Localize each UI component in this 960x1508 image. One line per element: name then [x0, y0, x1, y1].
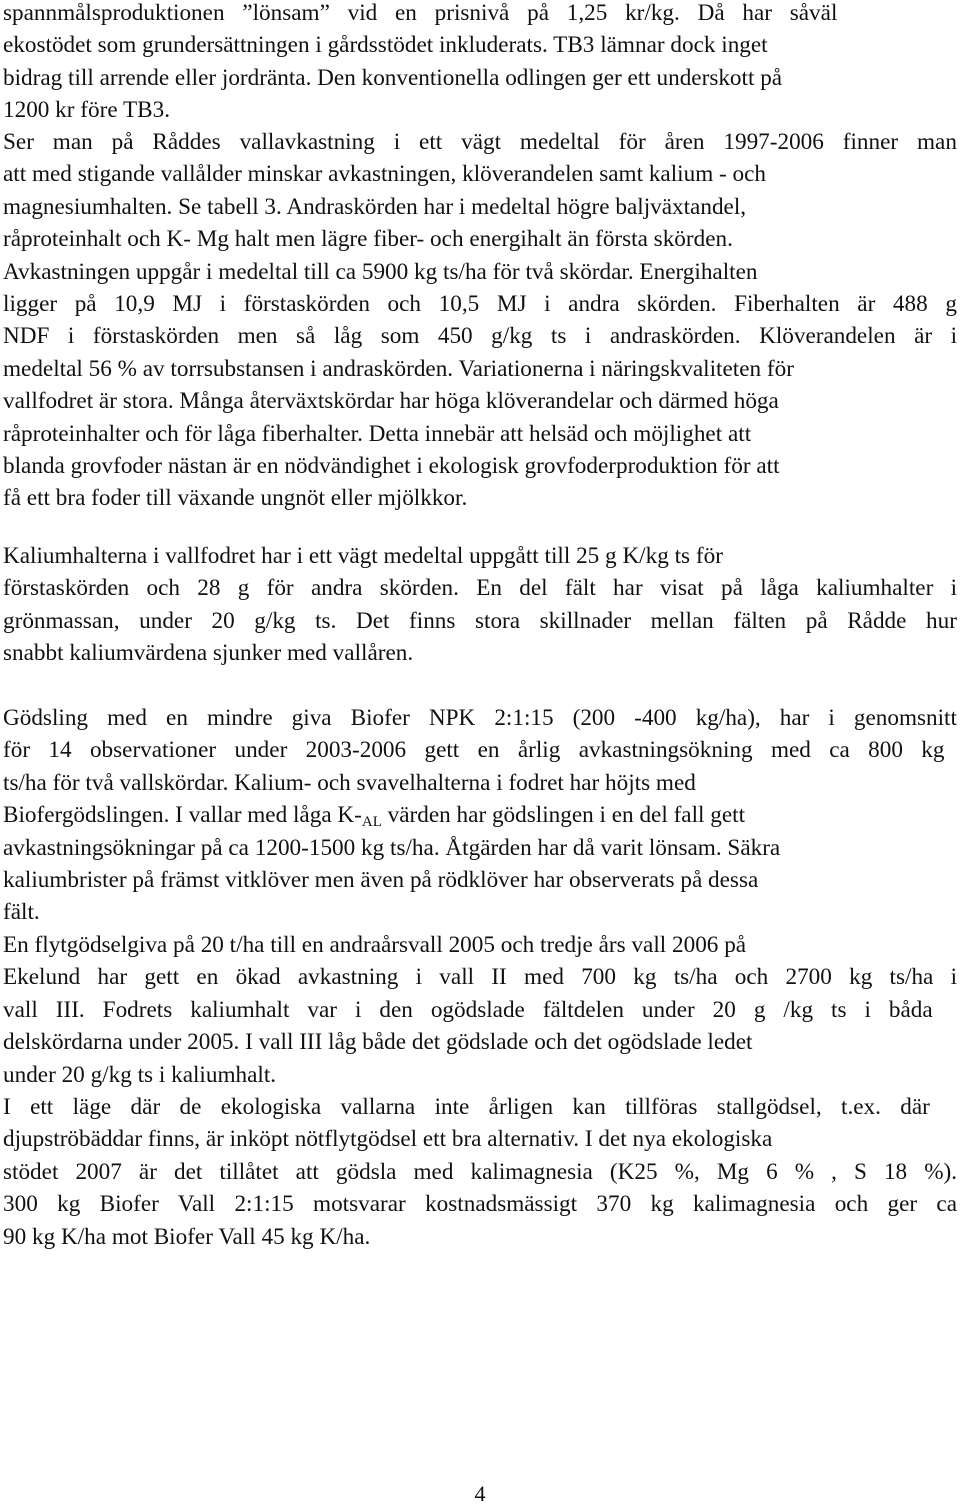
text-line: ekostödet som grundersättningen i gårdsstödet inkluderats. TB3 lämnar dock inget [3, 32, 768, 59]
text-line: råproteinhalter och för låga fiberhalter. Detta innebär att helsäd och möjlighet att [3, 420, 752, 447]
text-line: 1200 kr före TB3. [3, 97, 171, 124]
text-line: att med stigande vallålder minskar avkastningen, klöverandelen samt kalium - och [3, 161, 767, 188]
paragraph-1 [3, 0, 957, 127]
text-line: ligger på 10,9 MJ i förstaskörden och 10,5 MJ i andra skörden. Fiberhalten är 488 g [3, 290, 957, 317]
text-line: grönmassan, under 20 g/kg ts. Det finns stora skillnader mellan fälten på Rådde hur [3, 607, 957, 634]
text-line: få ett bra foder till växande ungnöt eller mjölkkor. [3, 485, 468, 512]
text-line: stödet 2007 är det tillåtet att gödsla med kalimagnesia (K25 %, Mg 6 % , S 18 %). [3, 1158, 958, 1185]
paragraph-5 [3, 929, 957, 1091]
text-line: 300 kg Biofer Vall 2:1:15 motsvarar kostnadsmässigt 370 kg kalimagnesia och ger ca [3, 1191, 958, 1218]
k-al-text-start: Biofergödslingen. I vallar med låga K- [3, 802, 362, 829]
text-line: Kaliumhalterna i vallfodret har i ett vägt medeltal uppgått till 25 g K/kg ts för [3, 543, 723, 569]
text-line: NDF i förstaskörden men så låg som 450 g/kg ts i andraskörden. Klöverandelen är i [3, 323, 958, 350]
text-line: bidrag till arrende eller jordränta. Den konventionella odlingen ger ett underskott på [3, 64, 783, 91]
text-line: Gödsling med en mindre giva Biofer NPK 2:1:15 (200 -400 kg/ha), har i genomsnitt [3, 705, 957, 731]
text-line: kaliumbrister på främst vitklöver men även på rödklöver har observerats på dessa [3, 866, 759, 893]
text-line: Ser man på Råddes vallavkastning i ett vägt medeltal för åren 1997-2006 finner man [3, 129, 957, 155]
text-line: medeltal 56 % av torrsubstansen i andraskörden. Variationerna i näringskvaliteten för [3, 355, 794, 382]
text-line: fält. [3, 899, 40, 926]
k-al-text-end: värden har gödslingen i en del fall gett [381, 802, 746, 829]
text-line: En flytgödselgiva på 20 t/ha till en andraårsvall 2005 och tredje års vall 2006 på [3, 932, 747, 958]
text-line: 90 kg K/ha mot Biofer Vall 45 kg K/ha. [3, 1223, 371, 1250]
text-line: för 14 observationer under 2003-2006 gett en årlig avkastningsökning med ca 800 kg [3, 737, 945, 764]
text-line: Ekelund har gett en ökad avkastning i vall II med 700 kg ts/ha och 2700 kg ts/ha i [3, 964, 958, 991]
paragraph-4 [3, 702, 957, 929]
text-line: I ett läge där de ekologiska vallarna inte årligen kan tillföras stallgödsel, t.ex. där [3, 1094, 930, 1120]
text-line: ts/ha för två vallskördar. Kalium- och svavelhalterna i fodret har höjts med [3, 769, 696, 796]
text-line: råproteinhalt och K- Mg halt men lägre fiber- och energihalt än första skörden. [3, 226, 733, 253]
text-line: spannmålsproduktionen ”lönsam” vid en prisnivå på 1,25 kr/kg. Då har såväl [3, 0, 838, 26]
text-line: vallfodret är stora. Många återväxtskördar har höga klöverandelar och därmed höga [3, 388, 779, 415]
text-line: blanda grovfoder nästan är en nödvändighet i ekologisk grovfoderproduktion för att [3, 452, 780, 479]
text-line: snabbt kaliumvärdena sjunker med vallåren. [3, 640, 414, 667]
paragraph-3 [3, 540, 957, 670]
paragraph-6 [3, 1091, 957, 1253]
paragraph-2 [3, 126, 957, 515]
text-line-k-al [3, 799, 957, 831]
text-line: Avkastningen uppgår i medeltal till ca 5900 kg ts/ha för två skördar. Energihalten [3, 258, 758, 285]
text-line: avkastningsökningar på ca 1200-1500 kg ts/ha. Åtgärden har då varit lönsam. Säkra [3, 834, 781, 861]
text-line: delskördarna under 2005. I vall III låg både det gödslade och det ogödslade ledet [3, 1029, 753, 1056]
text-line: vall III. Fodrets kaliumhalt var i den ogödslade fältdelen under 20 g /kg ts i båda [3, 996, 933, 1023]
text-line: magnesiumhalten. Se tabell 3. Andraskörden har i medeltal högre baljväxtandel, [3, 193, 747, 220]
text-line: under 20 g/kg ts i kaliumhalt. [3, 1061, 277, 1088]
text-line: förstaskörden och 28 g för andra skörden. En del fält har visat på låga kaliumhalter i [3, 575, 958, 602]
page-number: 4 [474, 1481, 486, 1506]
text-line: djupströbäddar finns, är inköpt nötflytgödsel ett bra alternativ. I det nya ekologiska [3, 1126, 773, 1153]
al-subscript: AL [361, 814, 382, 831]
